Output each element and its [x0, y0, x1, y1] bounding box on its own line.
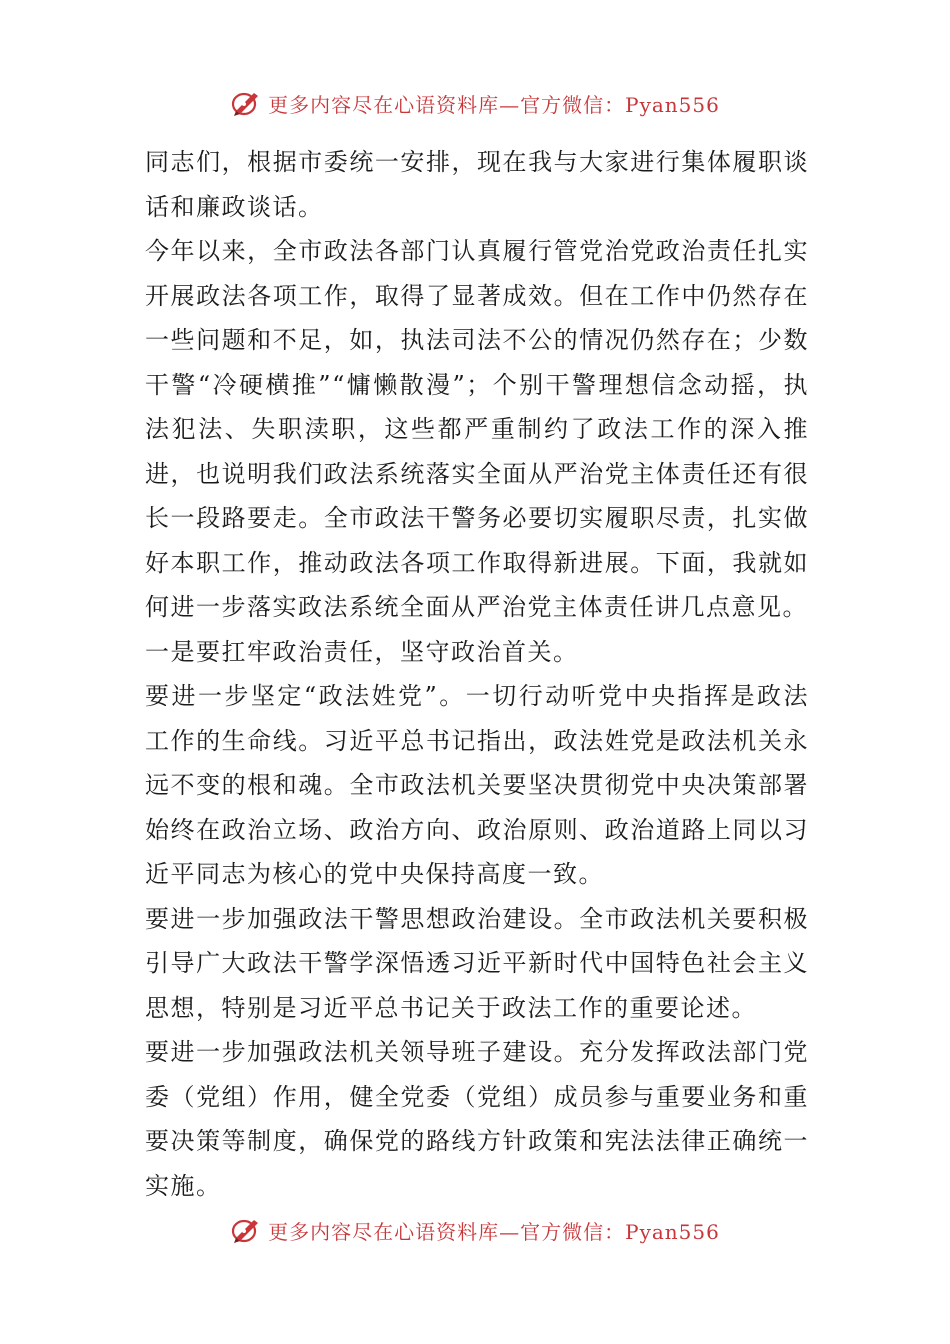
paragraph: 同志们，根据市委统一安排，现在我与大家进行集体履职谈话和廉政谈话。	[145, 148, 809, 221]
paragraph: 要进一步坚定“政法姓党”。一切行动听党中央指挥是政法工作的生命线。习近平总书记指出，政法姓党是政法机关永远不变的根和魂。全市政法机关要坚决贯彻党中央决策部署始终在政治立场、政治方向、政治原则、政治道路上同以习近平同志为核心的党中央保持高度一致。	[145, 682, 809, 888]
pen-and-ring-logo-icon	[230, 87, 262, 119]
section-heading: 一是要扛牢政治责任，坚守政治首关。	[145, 637, 579, 666]
document-body	[145, 140, 809, 1208]
paragraph: 要进一步加强政法干警思想政治建设。全市政法机关要积极引导广大政法干警学深悟透习近平新时代中国特色社会主义思想，特别是习近平总书记关于政法工作的重要论述。	[145, 904, 809, 1022]
banner-text: 更多内容尽在心语资料库—官方微信：Pyan556	[268, 92, 720, 117]
header-watermark-banner	[0, 83, 950, 123]
footer-watermark-banner	[0, 1210, 950, 1250]
banner-text: 更多内容尽在心语资料库—官方微信：Pyan556	[268, 1219, 720, 1244]
paragraph: 今年以来，全市政法各部门认真履行管党治党政治责任扎实开展政法各项工作，取得了显著成效。但在工作中仍然存在一些问题和不足，如，执法司法不公的情况仍然存在；少数干警“冷硬横推”“慵懒散漫”；个别干警理想信念动摇，执法犯法、失职渎职，这些都严重制约了政法工作的深入推进，也说明我们政法系统落实全面从严治党主体责任还有很长一段路要走。全市政法干警务必要切实履职尽责，扎实做好本职工作，推动政法各项工作取得新进展。下面，我就如何进一步落实政法系统全面从严治党主体责任讲几点意见。	[145, 237, 809, 621]
paragraph: 要进一步加强政法机关领导班子建设。充分发挥政法部门党委（党组）作用，健全党委（党组）成员参与重要业务和重要决策等制度，确保党的路线方针政策和宪法法律正确统一实施。	[145, 1038, 809, 1200]
pen-and-ring-logo-icon	[230, 1214, 262, 1246]
